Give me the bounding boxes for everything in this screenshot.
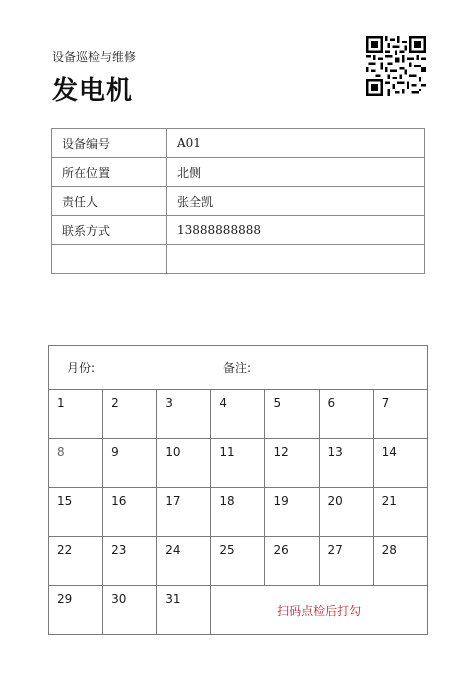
day-cell[interactable]: 30: [103, 586, 157, 635]
day-cell[interactable]: 17: [157, 488, 211, 537]
calendar-header-row: [49, 346, 428, 390]
info-label: 所在位置: [52, 158, 167, 187]
calendar-week-row: [49, 488, 428, 537]
calendar-week-row: [49, 586, 428, 635]
day-cell[interactable]: 26: [265, 537, 319, 586]
day-cell[interactable]: 21: [373, 488, 427, 537]
table-row: [52, 158, 425, 187]
info-label: [52, 245, 167, 274]
table-row: [52, 216, 425, 245]
day-cell[interactable]: 14: [373, 439, 427, 488]
day-cell[interactable]: 13: [319, 439, 373, 488]
day-cell[interactable]: 20: [319, 488, 373, 537]
table-row: [52, 129, 425, 158]
table-row: [52, 187, 425, 216]
day-cell[interactable]: 25: [211, 537, 265, 586]
day-cell[interactable]: 31: [157, 586, 211, 635]
calendar-week-row: [49, 439, 428, 488]
day-cell[interactable]: 18: [211, 488, 265, 537]
calendar-week-row: [49, 537, 428, 586]
note-label: 备注:: [223, 361, 252, 375]
day-cell[interactable]: 6: [319, 390, 373, 439]
info-value: 13888888888: [167, 216, 425, 245]
info-value: A01: [167, 129, 425, 158]
day-cell[interactable]: 22: [49, 537, 103, 586]
table-row: [52, 245, 425, 274]
day-cell[interactable]: 2: [103, 390, 157, 439]
day-cell[interactable]: 27: [319, 537, 373, 586]
day-cell[interactable]: 28: [373, 537, 427, 586]
day-cell[interactable]: 23: [103, 537, 157, 586]
day-cell[interactable]: 4: [211, 390, 265, 439]
day-cell[interactable]: 8: [49, 439, 103, 488]
page-title: 发电机: [52, 76, 134, 106]
qr-code-icon: [366, 36, 426, 96]
day-cell[interactable]: 3: [157, 390, 211, 439]
info-value: 北侧: [167, 158, 425, 187]
month-label: 月份:: [67, 361, 96, 375]
day-cell[interactable]: 11: [211, 439, 265, 488]
info-value: [167, 245, 425, 274]
inspection-calendar: [48, 345, 428, 635]
day-cell[interactable]: 19: [265, 488, 319, 537]
day-cell[interactable]: 7: [373, 390, 427, 439]
info-label: 责任人: [52, 187, 167, 216]
info-label: 联系方式: [52, 216, 167, 245]
calendar-week-row: [49, 390, 428, 439]
scan-hint: 扫码点检后打勾: [211, 586, 428, 635]
day-cell[interactable]: 24: [157, 537, 211, 586]
info-value: 张全凯: [167, 187, 425, 216]
day-cell[interactable]: 5: [265, 390, 319, 439]
day-cell[interactable]: 12: [265, 439, 319, 488]
day-cell[interactable]: 29: [49, 586, 103, 635]
page-subtitle: 设备巡检与维修: [52, 50, 137, 64]
equipment-info-table: [51, 128, 425, 274]
day-cell[interactable]: 9: [103, 439, 157, 488]
calendar-header: [49, 346, 428, 390]
day-cell[interactable]: 1: [49, 390, 103, 439]
day-cell[interactable]: 15: [49, 488, 103, 537]
info-label: 设备编号: [52, 129, 167, 158]
day-cell[interactable]: 16: [103, 488, 157, 537]
day-cell[interactable]: 10: [157, 439, 211, 488]
